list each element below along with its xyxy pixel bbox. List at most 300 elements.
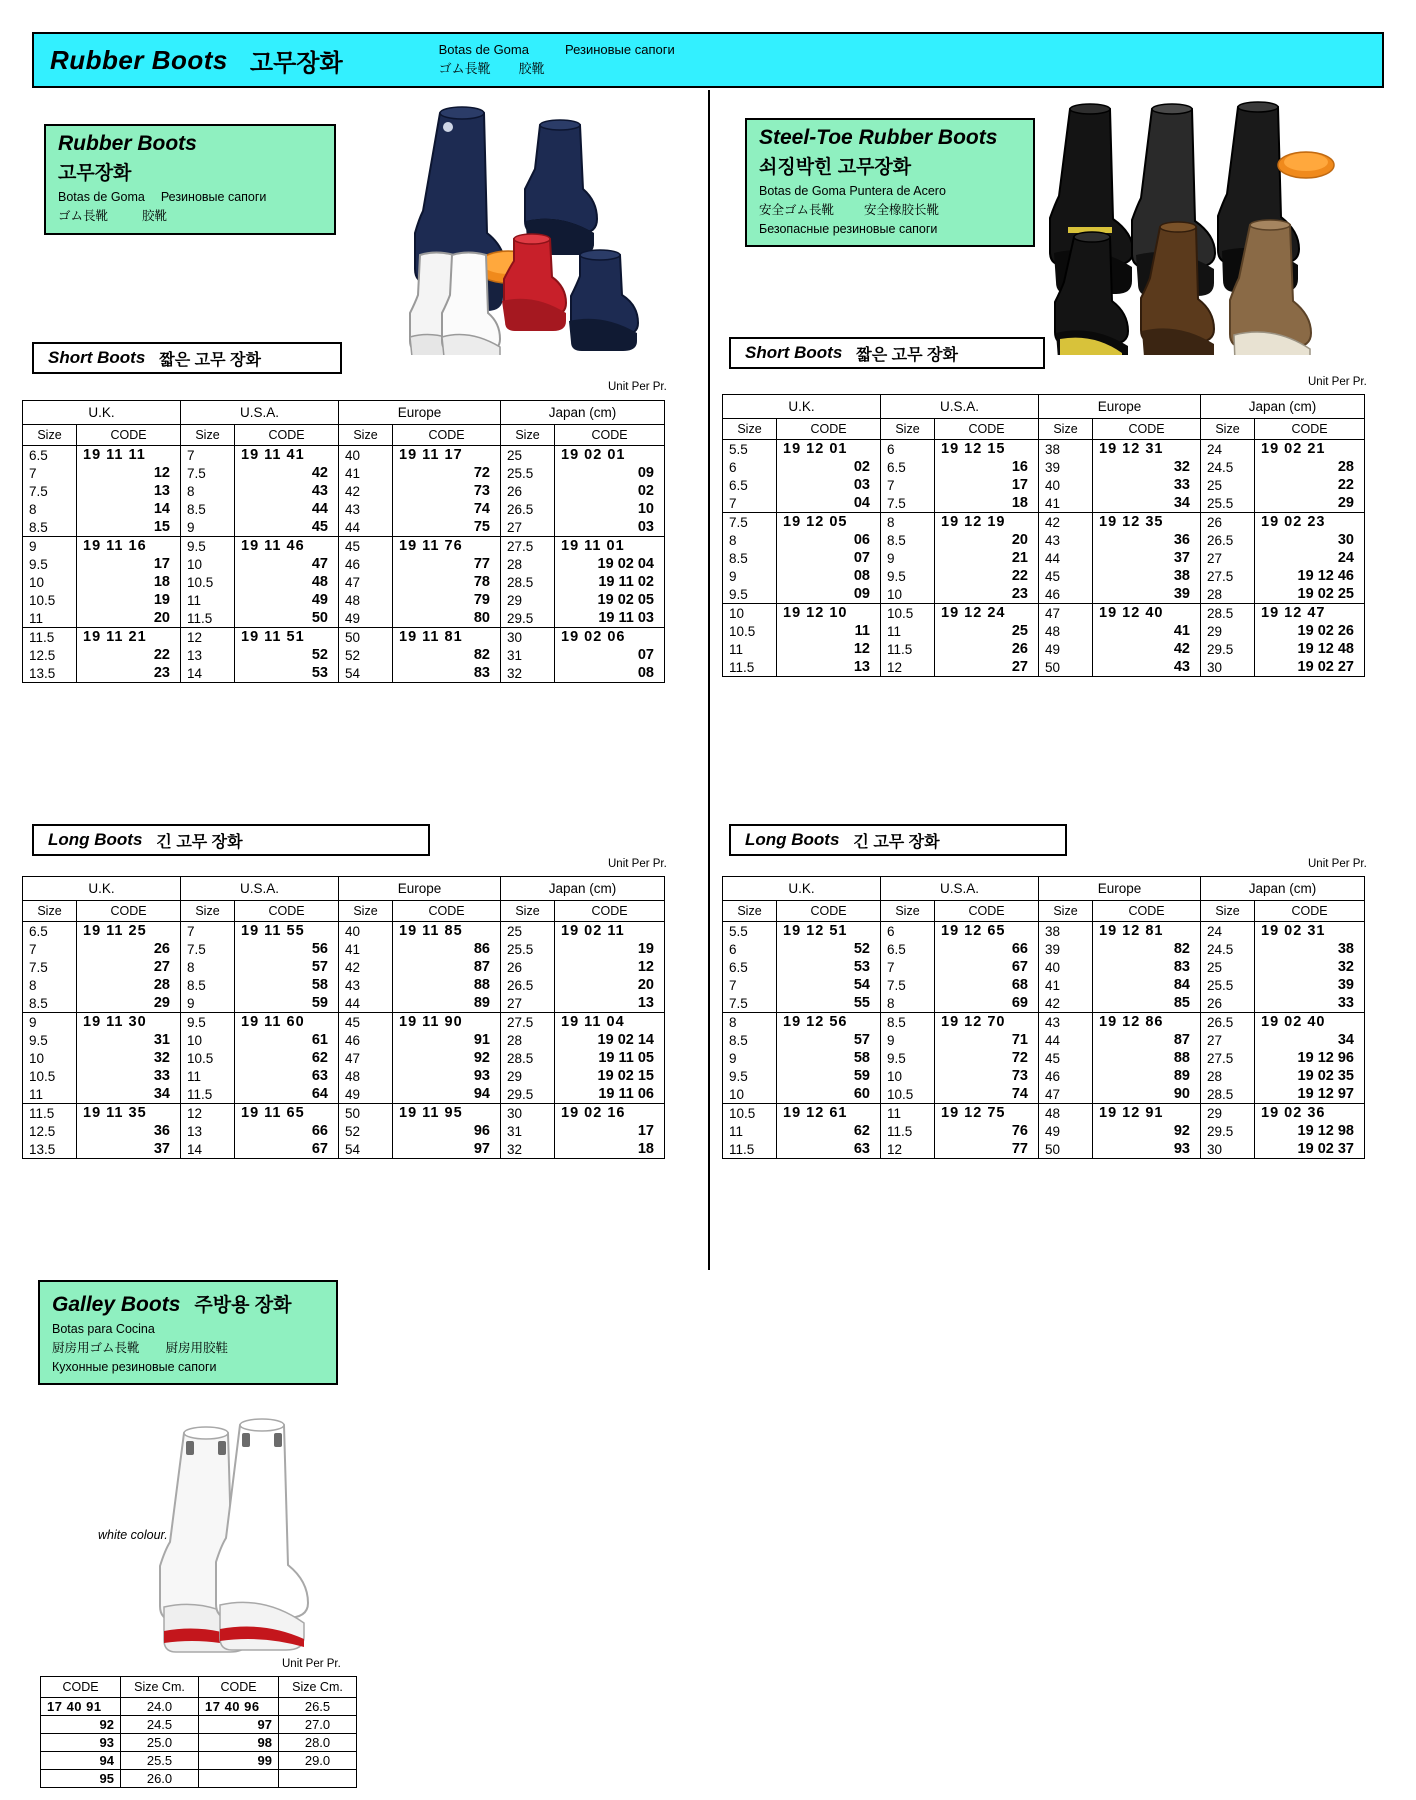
cell-size: 26 [501,958,555,976]
cell-size: 26.5 [1201,531,1255,549]
cell-code: 58 [235,976,339,994]
cell-code: 31 [77,1031,181,1049]
cell-code: 19 11 03 [555,609,665,628]
galley-boots-label [38,1280,338,1385]
cell-size: 9.5 [23,555,77,573]
cell-code: 19 12 48 [1255,640,1365,658]
cell-size: 14 [181,664,235,683]
cell-size: 44 [1039,1031,1093,1049]
table-header-regions [23,401,665,425]
cell-code: 66 [235,1122,339,1140]
table-row [23,664,665,683]
region-header: Europe [1039,877,1201,901]
cell-size: 11 [723,640,777,658]
cell-code: 19 11 25 [77,922,181,941]
cell-code: 93 [41,1734,121,1752]
cell-code: 17 [77,555,181,573]
cell-code: 32 [77,1049,181,1067]
cell-code: 91 [393,1031,501,1049]
cell-size: 30 [501,1104,555,1123]
cell-size: 10.5 [181,573,235,591]
unit-per-pair-label: Unit Per Pr. [282,1658,341,1670]
cell-size: 8.5 [723,549,777,567]
cell-code: 80 [393,609,501,628]
table-row [723,604,1365,623]
section-title-korean: 짧은 고무 장화 [856,346,958,364]
cell-code: 56 [235,940,339,958]
cell-code: 32 [1093,458,1201,476]
region-header: U.K. [23,401,181,425]
cell-code: 19 12 46 [1255,567,1365,585]
cell-code: 66 [935,940,1039,958]
cell-size: 49 [1039,1122,1093,1140]
cell-code: 43 [235,482,339,500]
region-header: Europe [339,877,501,901]
table-header-regions [23,877,665,901]
cell-size: 10 [723,604,777,623]
cell-code: 28 [1255,458,1365,476]
cell-code: 59 [235,994,339,1013]
cell-size: 10 [181,1031,235,1049]
cell-code: 22 [77,646,181,664]
cell-code: 63 [777,1140,881,1159]
cell-code: 37 [1093,549,1201,567]
cell-size: 52 [339,646,393,664]
cell-code: 74 [393,500,501,518]
cell-size: 6 [881,922,935,941]
cell-size: 10.5 [881,1085,935,1104]
cell-code: 20 [935,531,1039,549]
size-header: Size [181,425,235,446]
cell-size: 25.5 [1201,494,1255,513]
cell-code: 69 [935,994,1039,1013]
table-row [23,1085,665,1104]
table-row [723,567,1365,585]
cell-code: 19 12 40 [1093,604,1201,623]
cell-code: 73 [935,1067,1039,1085]
code-header: CODE [777,419,881,440]
unit-per-pair-label: Unit Per Pr. [608,858,667,870]
unit-per-pair-label: Unit Per Pr. [1308,376,1367,388]
table-row [23,1140,665,1159]
cell-code: 19 02 23 [1255,513,1365,532]
cell-size: 49 [1039,640,1093,658]
region-header: U.S.A. [881,877,1039,901]
cell-code: 52 [777,940,881,958]
cell-size: 10.5 [181,1049,235,1067]
cell-code: 63 [235,1067,339,1085]
table-row [23,1122,665,1140]
label-es: Botas de Goma [58,190,145,204]
table-row [723,1104,1365,1123]
table-row [723,458,1365,476]
cell-code: 19 12 10 [777,604,881,623]
cell-code: 19 12 98 [1255,1122,1365,1140]
cell-size: 11.5 [23,1104,77,1123]
table-row [723,476,1365,494]
cell-code: 83 [1093,958,1201,976]
cell-code: 02 [777,458,881,476]
cell-size: 8.5 [181,976,235,994]
cell-size: 29.5 [501,1085,555,1104]
cell-size: 7 [881,476,935,494]
cell-code: 74 [935,1085,1039,1104]
cell-code: 18 [77,573,181,591]
table-row [723,1122,1365,1140]
cell-code: 11 [777,622,881,640]
cell-code: 24 [1255,549,1365,567]
cell-size: 40 [1039,958,1093,976]
table-header-columns [23,901,665,922]
size-header: Size [501,901,555,922]
cell-code: 16 [935,458,1039,476]
cell-code: 96 [393,1122,501,1140]
cell-code: 19 12 70 [935,1013,1039,1032]
cell-code: 19 [77,591,181,609]
label-ru: Резиновые сапоги [160,190,267,204]
cell-size: 29 [501,1067,555,1085]
region-header: Japan (cm) [1201,877,1365,901]
cell-code: 20 [77,609,181,628]
table-header-columns [723,901,1365,922]
section-title: Short Boots [745,343,843,362]
region-header: Europe [339,401,501,425]
table-row [723,585,1365,604]
cell-code: 44 [235,500,339,518]
cell-code: 61 [235,1031,339,1049]
cell-size: 29.0 [279,1752,357,1770]
size-header: Size [881,419,935,440]
label-jp: ゴム長靴 [58,208,109,223]
cell-size: 24 [1201,922,1255,941]
cell-size: 44 [339,518,393,537]
table-short-boots-right-wrap [722,394,1365,677]
cell-code: 19 12 47 [1255,604,1365,623]
cell-code: 50 [235,609,339,628]
cell-size: 11.5 [881,640,935,658]
cell-code: 92 [41,1716,121,1734]
cell-size: 27.5 [501,1013,555,1032]
cell-code: 79 [393,591,501,609]
table-header-regions [723,877,1365,901]
cell-code: 68 [935,976,1039,994]
cell-size: 8 [23,976,77,994]
cell-size: 49 [339,1085,393,1104]
cell-code: 55 [777,994,881,1013]
cell-code: 72 [393,464,501,482]
section-title: Long Boots [48,830,143,849]
cell-code: 93 [393,1067,501,1085]
cell-size: 48 [1039,622,1093,640]
cell-code: 86 [393,940,501,958]
cell-size: 7.5 [23,482,77,500]
cell-size: 50 [339,1104,393,1123]
section-long-boots-right [729,824,1067,856]
cell-code: 94 [393,1085,501,1104]
cell-code: 19 02 31 [1255,922,1365,941]
cell-code: 07 [555,646,665,664]
cell-size: 25.0 [121,1734,199,1752]
region-header: U.S.A. [181,401,339,425]
cell-size: 11.5 [181,1085,235,1104]
table-row [723,958,1365,976]
label-cn: 厨房用胶鞋 [165,1340,229,1355]
cell-code: 19 12 61 [777,1104,881,1123]
cell-size: 44 [339,994,393,1013]
cell-code: 82 [393,646,501,664]
section-long-boots-left [32,824,430,856]
size-header: Size [339,901,393,922]
cell-size: 39 [1039,940,1093,958]
table-row [723,1049,1365,1067]
cell-code: 08 [555,664,665,683]
size-code-table [22,400,665,683]
cell-size: 9 [881,1031,935,1049]
cell-code: 03 [777,476,881,494]
cell-size: 10 [881,585,935,604]
size-header: Size Cm. [121,1677,199,1698]
cell-size: 7.5 [723,513,777,532]
cell-size: 38 [1039,922,1093,941]
table-row [723,994,1365,1013]
steel-toe-rubber-boots-label [745,118,1035,247]
cell-code: 52 [235,646,339,664]
cell-size: 6.5 [723,958,777,976]
cell-code: 19 11 90 [393,1013,501,1032]
cell-size: 25 [1201,476,1255,494]
cell-size: 26.5 [501,500,555,518]
cell-code: 18 [555,1140,665,1159]
cell-size: 26.5 [501,976,555,994]
cell-size: 50 [1039,1140,1093,1159]
cell-size: 7.5 [23,958,77,976]
cell-code: 19 12 65 [935,922,1039,941]
cell-size: 10 [881,1067,935,1085]
cell-code: 25 [935,622,1039,640]
cell-size: 11 [181,591,235,609]
cell-code: 19 11 16 [77,537,181,556]
cell-size: 7 [23,464,77,482]
cell-size: 29.5 [1201,1122,1255,1140]
cell-size: 8.5 [23,994,77,1013]
cell-code: 17 40 96 [199,1698,279,1716]
cell-size: 28 [1201,585,1255,604]
table-row [23,1013,665,1032]
code-header: CODE [1255,419,1365,440]
cell-size: 26.0 [121,1770,199,1788]
cell-code: 19 11 04 [555,1013,665,1032]
cell-size: 27.5 [1201,1049,1255,1067]
label-translations [759,182,1023,238]
cell-code: 19 02 04 [555,555,665,573]
cell-size: 6 [881,440,935,459]
cell-code: 45 [235,518,339,537]
section-title-korean: 짧은 고무 장화 [159,351,261,369]
cell-size: 7 [181,922,235,941]
table-short-boots-left-wrap [22,400,665,683]
cell-size: 45 [339,1013,393,1032]
cell-size: 54 [339,1140,393,1159]
cell-size: 7.5 [881,976,935,994]
cell-code: 19 12 75 [935,1104,1039,1123]
cell-code: 19 11 05 [555,1049,665,1067]
cell-code: 19 11 41 [235,446,339,465]
cell-code: 19 02 27 [1255,658,1365,677]
cell-code: 78 [393,573,501,591]
region-header: Japan (cm) [1201,395,1365,419]
cell-code: 19 12 91 [1093,1104,1201,1123]
cell-size: 9.5 [723,1067,777,1085]
page-banner [32,32,1384,88]
cell-code: 19 12 31 [1093,440,1201,459]
cell-code: 98 [199,1734,279,1752]
cell-code: 67 [935,958,1039,976]
cell-code: 57 [777,1031,881,1049]
section-title-korean: 긴 고무 장화 [853,833,940,851]
region-header: U.K. [23,877,181,901]
cell-code: 19 02 36 [1255,1104,1365,1123]
cell-size: 11 [181,1067,235,1085]
cell-code: 36 [77,1122,181,1140]
section-short-boots-right [729,337,1045,369]
cell-size: 25 [501,922,555,941]
cell-size: 47 [1039,604,1093,623]
cell-size: 44 [1039,549,1093,567]
cell-code: 67 [235,1140,339,1159]
cell-code: 87 [1093,1031,1201,1049]
region-header: Europe [1039,395,1201,419]
code-header: CODE [235,901,339,922]
cell-size: 28 [501,555,555,573]
code-header: CODE [235,425,339,446]
cell-code: 89 [1093,1067,1201,1085]
size-code-table [22,876,665,1159]
cell-size: 49 [339,609,393,628]
cell-code: 08 [777,567,881,585]
cell-size: 29 [501,591,555,609]
cell-size: 46 [339,555,393,573]
cell-code: 26 [77,940,181,958]
cell-code: 57 [235,958,339,976]
cell-code: 59 [777,1067,881,1085]
cell-code: 39 [1255,976,1365,994]
cell-size: 8 [881,513,935,532]
cell-size: 27.5 [501,537,555,556]
cell-code: 92 [393,1049,501,1067]
cell-size: 32 [501,664,555,683]
cell-code: 28 [77,976,181,994]
cell-size: 11.5 [723,658,777,677]
cell-code: 64 [235,1085,339,1104]
cell-size: 9 [181,994,235,1013]
cell-code: 19 11 01 [555,537,665,556]
size-header: Size [501,425,555,446]
galley-boots-photo [140,1415,360,1665]
cell-size: 45 [1039,1049,1093,1067]
cell-size: 9 [881,549,935,567]
table-row [23,1104,665,1123]
cell-size: 6.5 [723,476,777,494]
label-cn: 安全橡胶长靴 [864,202,940,217]
table-row [23,1031,665,1049]
cell-size: 42 [339,958,393,976]
rubber-boots-photo-cluster [400,95,690,355]
cell-size: 6 [723,458,777,476]
cell-size: 10.5 [23,1067,77,1085]
cell-code: 95 [41,1770,121,1788]
label-es: Botas para Cocina [52,1322,155,1336]
cell-size: 14 [181,1140,235,1159]
cell-size: 9.5 [881,567,935,585]
cell-size: 12 [181,1104,235,1123]
cell-size: 6.5 [881,940,935,958]
cell-size: 31 [501,1122,555,1140]
cell-code: 38 [1093,567,1201,585]
table-row [723,922,1365,941]
cell-code: 07 [777,549,881,567]
size-header: Size [881,901,935,922]
cell-code: 19 11 35 [77,1104,181,1123]
cell-size: 8.5 [23,518,77,537]
cell-size: 8.5 [881,1013,935,1032]
cell-size: 31 [501,646,555,664]
cell-size: 7 [181,446,235,465]
cell-code: 19 11 76 [393,537,501,556]
cell-code: 73 [393,482,501,500]
cell-size: 30 [1201,658,1255,677]
size-code-table [722,876,1365,1159]
label-title: Steel-Toe Rubber Boots [759,126,998,149]
cell-code: 29 [77,994,181,1013]
cell-code: 19 12 01 [777,440,881,459]
cell-code: 19 12 19 [935,513,1039,532]
region-header: U.K. [723,877,881,901]
cell-code: 09 [555,464,665,482]
cell-size: 11 [881,622,935,640]
cell-code: 19 02 11 [555,922,665,941]
cell-size: 9 [23,537,77,556]
cell-code: 19 02 21 [1255,440,1365,459]
banner-lang-ru: Резиновые сапоги [564,42,675,58]
cell-size: 9 [23,1013,77,1032]
table-row [41,1734,357,1752]
section-short-boots-left [32,342,342,374]
cell-code: 33 [1255,994,1365,1013]
cell-code: 19 11 60 [235,1013,339,1032]
cell-code: 62 [235,1049,339,1067]
cell-size: 9.5 [881,1049,935,1067]
label-ru: Безопасные резиновые сапоги [759,221,938,236]
cell-code: 14 [77,500,181,518]
cell-code: 19 02 35 [1255,1067,1365,1085]
cell-code: 19 11 17 [393,446,501,465]
cell-size: 41 [1039,494,1093,513]
label-ru: Кухонные резиновые сапоги [52,1359,217,1374]
table-row [23,591,665,609]
table-row [723,940,1365,958]
table-header-columns [723,419,1365,440]
cell-code: 19 02 06 [555,628,665,647]
galley-size-table [40,1676,357,1788]
cell-size: 6 [723,940,777,958]
cell-code: 60 [777,1085,881,1104]
table-row [41,1752,357,1770]
cell-size: 26.5 [1201,1013,1255,1032]
table-row [723,1013,1365,1032]
cell-code: 19 11 51 [235,628,339,647]
cell-size: 47 [339,1049,393,1067]
cell-size: 11 [881,1104,935,1123]
